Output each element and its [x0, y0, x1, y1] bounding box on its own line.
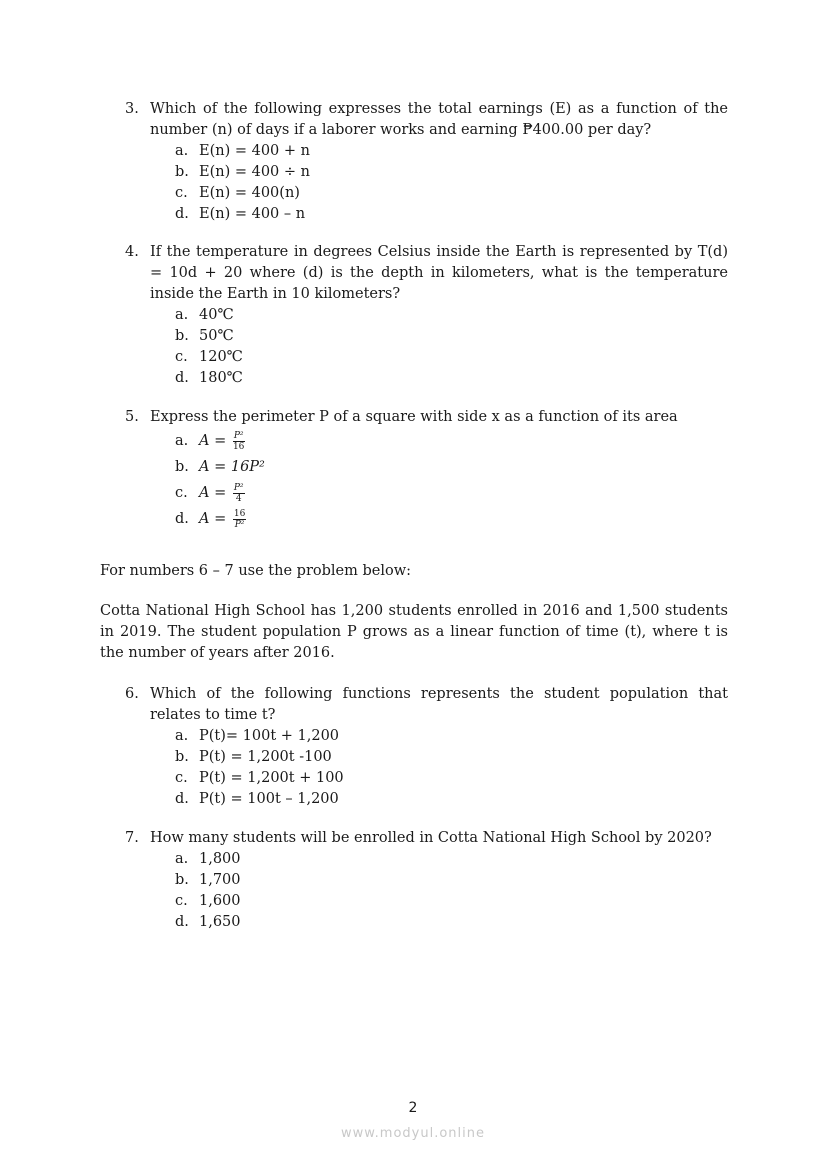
- option-a: a. A = $\frac{\text{P²}}{16}$: [175, 430, 245, 452]
- option-a: a. E(n) = 400 + n: [175, 143, 310, 159]
- question-stem: If the temperature in degrees Celsius inside the Earth is represented by T(d) = 10d + 20 where (d) is the depth in kilometers, what is the temperature inside the Earth in 10 kilometers?: [150, 244, 728, 302]
- option-d: d. P(t) = 100t – 1,200: [175, 791, 339, 807]
- option-c: c. P(t) = 1,200t + 100: [175, 770, 344, 786]
- question-stem: Express the perimeter P of a square with side x as a function of its area: [150, 409, 678, 425]
- option-d: d. E(n) = 400 – n: [175, 206, 306, 222]
- question-stem: Which of the following expresses the total earnings (E) as a function of the number (n) of days if a laborer works and earning ₱400.00 per day?: [150, 101, 728, 138]
- option-d: d. 180℃: [175, 370, 243, 386]
- option-b: b. P(t) = 1,200t -100: [175, 749, 332, 765]
- option-c: c. 120℃: [175, 349, 243, 365]
- option-c: c. E(n) = 400(n): [175, 185, 300, 201]
- option-c: c. A = $\frac{\text{P²}}{4}$: [175, 482, 244, 504]
- option-d: d. 1,650: [175, 914, 241, 930]
- option-a: a. 40℃: [175, 307, 234, 323]
- option-list: [175, 428, 728, 532]
- option-list: [175, 305, 728, 389]
- question-7: [125, 828, 728, 933]
- page-number: 2: [408, 1100, 418, 1116]
- question-number: 3.: [125, 101, 139, 117]
- question-number: 5.: [125, 409, 139, 425]
- option-b: b. A = 16P²: [175, 459, 265, 475]
- instruction-text: For numbers 6 – 7 use the problem below:: [100, 563, 411, 579]
- question-4: [125, 242, 728, 389]
- option-b: b. E(n) = 400 ÷ n: [175, 164, 310, 180]
- option-list: [175, 726, 728, 810]
- question-number: 6.: [125, 686, 139, 702]
- option-c: c. 1,600: [175, 893, 241, 909]
- option-b: b. 50℃: [175, 328, 234, 344]
- problem-text: Cotta National High School has 1,200 students enrolled in 2016 and 1,500 students in 2019. The student population P grows as a linear function of time (t), where t is the number of years after 2016.: [100, 603, 728, 661]
- question-3: [125, 99, 728, 225]
- fraction: $\frac{\text{P²}}{4}$: [233, 482, 244, 504]
- option-list: [175, 141, 728, 225]
- option-b: b. 1,700: [175, 872, 241, 888]
- fraction: $\frac{\text{P²}}{16}$: [232, 430, 245, 452]
- question-6: [125, 684, 728, 810]
- question-number: 4.: [125, 244, 139, 260]
- question-stem: How many students will be enrolled in Cotta National High School by 2020?: [150, 830, 712, 846]
- option-d: d. A = $\frac{16}{\text{P²}}$: [175, 508, 246, 530]
- option-a: a. 1,800: [175, 851, 241, 867]
- question-number: 7.: [125, 830, 139, 846]
- question-stem: Which of the following functions represents the student population that relates to time t?: [150, 686, 728, 723]
- fraction: $\frac{16}{\text{P²}}$: [233, 508, 246, 530]
- option-list: [175, 849, 728, 933]
- question-5: [125, 407, 728, 532]
- watermark: www.modyul.online: [340, 1126, 486, 1141]
- option-a: a. P(t)= 100t + 1,200: [175, 728, 340, 744]
